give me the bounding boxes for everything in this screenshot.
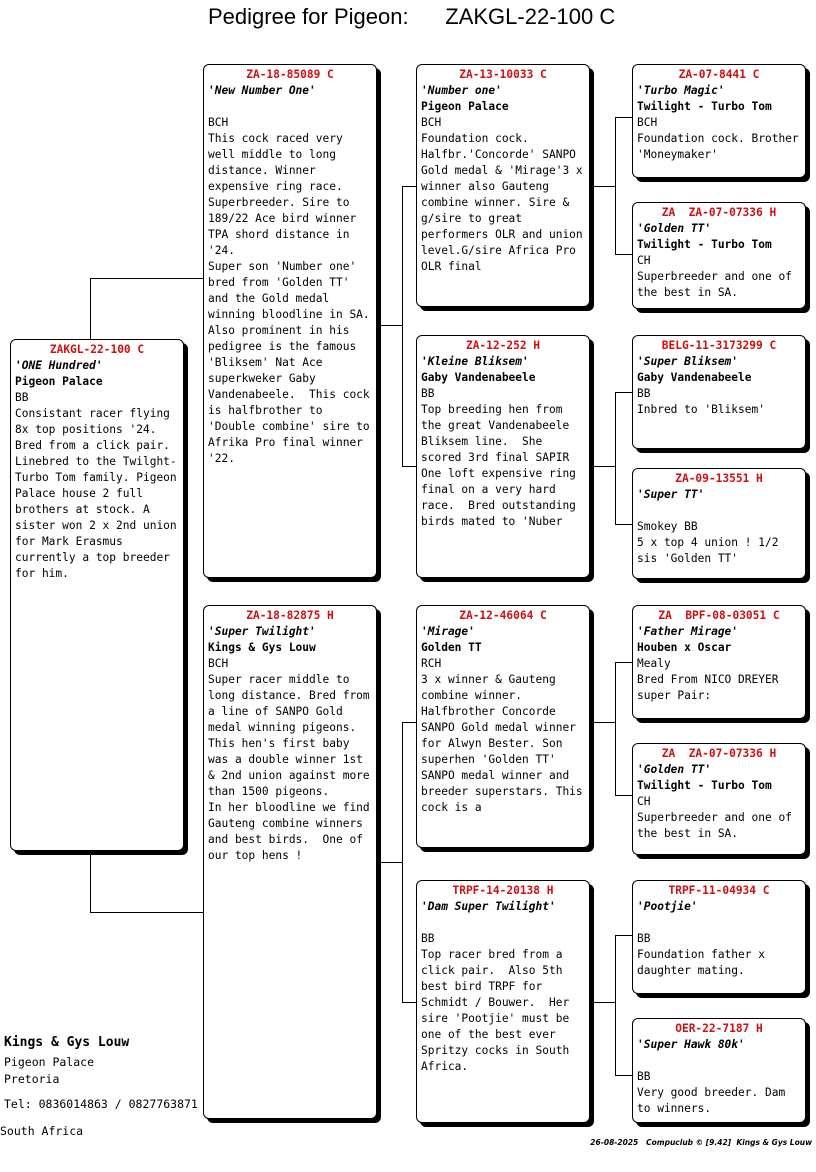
pigeon-owner: Twilight - Turbo Tom <box>637 238 772 251</box>
pigeon-card-dss[interactable] <box>632 605 806 719</box>
footer-date: 26-08-2025 <box>590 1138 639 1147</box>
pigeon-name: 'Dam Super Twilight' <box>421 900 556 913</box>
pigeon-color: Mealy <box>637 657 671 670</box>
pigeon-description: 3 x winner & Gauteng combine winner. Halfbrother Concorde SANPO Gold medal winner for Alwyn Bester. Son superhen 'Golden TT' SANPO medal winner and breeder superstars. This cock is a <box>421 673 590 814</box>
breeder-info <box>4 1034 198 1113</box>
pigeon-card-subject[interactable] <box>10 339 184 851</box>
footer <box>590 1138 812 1147</box>
pigeon-card-sss[interactable] <box>632 64 806 178</box>
ring-number: ZA-18-85089 C <box>246 68 334 81</box>
ring-number: ZA-13-10033 C <box>459 68 547 81</box>
ring-number: ZA-12-46064 C <box>459 609 547 622</box>
pigeon-card-dds[interactable] <box>632 880 806 994</box>
ring-number: ZA-12-252 H <box>465 339 541 352</box>
pigeon-owner: Gaby Vandenabeele <box>637 371 752 384</box>
ring-number: ZA-09-13551 H <box>675 472 763 485</box>
ring-number: ZA ZA-07-07336 H <box>661 206 777 219</box>
pigeon-card-dam[interactable] <box>203 605 377 1119</box>
pigeon-name: 'ONE Hundred' <box>15 359 103 372</box>
pigeon-color: Smokey BB <box>637 520 698 533</box>
pigeon-name: 'Golden TT' <box>637 222 712 235</box>
footer-owner: Kings & Gys Louw <box>736 1138 812 1147</box>
pigeon-name: 'Number one' <box>421 84 502 97</box>
pigeon-description: Inbred to 'Bliksem' <box>637 403 765 416</box>
pigeon-color: BB <box>637 1070 651 1083</box>
pigeon-color: CH <box>637 254 651 267</box>
pigeon-card-sire[interactable] <box>203 64 377 578</box>
pigeon-name: 'Turbo Magic' <box>637 84 725 97</box>
ring-number: ZA-07-8441 C <box>678 68 760 81</box>
pigeon-name: 'Mirage' <box>421 625 475 638</box>
pigeon-owner: Gaby Vandenabeele <box>421 371 536 384</box>
pigeon-description: Very good breeder. Dam to winners. <box>637 1086 792 1115</box>
pigeon-description: Top racer bred from a click pair. Also 5th best bird TRPF for Schmidt / Bouwer. Her sire 'Pootjie' must be one of the best ever Spritzy cocks in South Africa. <box>421 948 576 1073</box>
pigeon-owner <box>421 915 585 931</box>
breeder-tel: Tel: 0836014863 / 0827763871 <box>4 1097 198 1111</box>
pigeon-description: Superbreeder and one of the best in SA. <box>637 270 799 299</box>
pigeon-name: 'Super Hawk 80k' <box>637 1038 745 1051</box>
pigeon-color: BCH <box>637 116 658 129</box>
pigeon-description: Bred From NICO DREYER super Pair: <box>637 673 786 702</box>
ring-number: TRPF-14-20138 H <box>452 884 554 897</box>
pigeon-description: Consistant racer flying 8x top positions '24. Bred from a click pair. Linebred to the Twilght-Turbo Tom family. Pigeon Palace house 2 full brothers at stock. A sister won 2 x 2nd union for Mark Erasmus currently a top breeder for him. <box>15 407 184 580</box>
pigeon-color: BB <box>421 387 435 400</box>
pigeon-card-sdd[interactable] <box>632 468 806 579</box>
pigeon-description: Foundation cock. Halfbr.'Concorde' SANPO Gold medal & 'Mirage'3 x winner also Gauteng combine winner. Sire & g/sire to great performers OLR and union level.G/sire Africa Pro OLR final <box>421 132 590 273</box>
pigeon-color: BCH <box>208 116 229 129</box>
pigeon-owner: Houben x Oscar <box>637 641 732 654</box>
pigeon-name: 'Super Bliksem' <box>637 355 739 368</box>
pigeon-name: 'Super Twilight' <box>208 625 316 638</box>
pigeon-color: CH <box>637 795 651 808</box>
ring-number: BELG-11-3173299 C <box>661 339 777 352</box>
pigeon-name: 'New Number One' <box>208 84 316 97</box>
pigeon-name: 'Father Mirage' <box>637 625 739 638</box>
pigeon-owner: Twilight - Turbo Tom <box>637 779 772 792</box>
pigeon-color: RCH <box>421 657 442 670</box>
pigeon-name: 'Pootjie' <box>637 900 698 913</box>
ring-number: OER-22-7187 H <box>675 1022 763 1035</box>
pigeon-color: BB <box>637 387 651 400</box>
pigeon-description: Foundation cock. Brother 'Moneymaker' <box>637 132 806 161</box>
pigeon-color: BB <box>421 932 435 945</box>
pigeon-card-sire-sire[interactable] <box>416 64 590 307</box>
pigeon-name: 'Super TT' <box>637 488 705 501</box>
pigeon-description: Top breeding hen from the great Vandenabeele Bliksem line. She scored 3rd final SAPIR One loft expensive ring final on a very hard race. Bred outstanding birds mated to 'Nuber <box>421 403 583 528</box>
ring-number: ZA ZA-07-07336 H <box>661 747 777 760</box>
pigeon-owner: Golden TT <box>421 641 482 654</box>
pigeon-card-sds[interactable] <box>632 335 806 449</box>
pigeon-card-dam-sire[interactable] <box>416 605 590 848</box>
pigeon-owner: Pigeon Palace <box>15 375 103 388</box>
pigeon-description: 5 x top 4 union ! 1/2 sis 'Golden TT' <box>637 536 786 565</box>
pigeon-owner <box>637 503 801 519</box>
pigeon-owner <box>637 1053 801 1069</box>
pigeon-card-sire-dam[interactable] <box>416 335 590 578</box>
pigeon-description: Superbreeder and one of the best in SA. <box>637 811 799 840</box>
ring-number: ZA BPF-08-03051 C <box>658 609 780 622</box>
pigeon-color: BB <box>637 932 651 945</box>
pigeon-owner: Kings & Gys Louw <box>208 641 316 654</box>
pigeon-name: 'Golden TT' <box>637 763 712 776</box>
pigeon-color: BB <box>15 391 29 404</box>
pigeon-card-dsd[interactable] <box>632 743 806 855</box>
ring-number: ZAKGL-22-100 C <box>49 343 145 356</box>
breeder-city: Pretoria <box>4 1072 60 1086</box>
pigeon-card-ssd[interactable] <box>632 202 806 309</box>
pigeon-description: Super racer middle to long distance. Bred from a line of SANPO Gold medal winning pigeons. This hen's first baby was a double winner 1st & 2nd union against more than 1500 pigeons. In her bloodline we find Gauteng combine winners and best birds. One of our top hens ! <box>208 673 370 862</box>
pigeon-color: BCH <box>421 116 442 129</box>
ring-number: TRPF-11-04934 C <box>668 884 770 897</box>
pigeon-owner: Twilight - Turbo Tom <box>637 100 772 113</box>
breeder-name: Kings & Gys Louw <box>4 1035 130 1050</box>
pigeon-owner <box>637 915 801 931</box>
pigeon-owner: Pigeon Palace <box>421 100 509 113</box>
pigeon-card-ddd[interactable] <box>632 1018 806 1123</box>
pigeon-name: 'Kleine Bliksem' <box>421 355 529 368</box>
pigeon-description: Foundation father x daughter mating. <box>637 948 772 977</box>
title-prefix: Pedigree for Pigeon: <box>208 4 409 29</box>
ring-number: ZA-18-82875 H <box>246 609 334 622</box>
pigeon-card-dam-dam[interactable] <box>416 880 590 1123</box>
pigeon-color: BCH <box>208 657 229 670</box>
footer-software: Compuclub © [9.42] <box>646 1138 732 1147</box>
breeder-country: South Africa <box>0 1124 84 1138</box>
breeder-loft: Pigeon Palace <box>4 1055 95 1069</box>
title-ring: ZAKGL-22-100 C <box>445 4 616 29</box>
pigeon-owner <box>208 99 372 115</box>
page-title <box>208 4 615 30</box>
pigeon-description: This cock raced very well middle to long distance. Winner expensive ring race. Superbreeder. Sire to 189/22 Ace bird winner TPA shord distance in '24. Super son 'Number one' bred from 'Golden TT' and the Gold medal winning bloodline in SA. Also prominent in his pedigree is the famous 'Bliksem' Nat Ace superkweker Gaby Vandenabeele. This cock is halfbrother to 'Double combine' sire to Afrika Pro final winner '22. <box>208 132 370 465</box>
